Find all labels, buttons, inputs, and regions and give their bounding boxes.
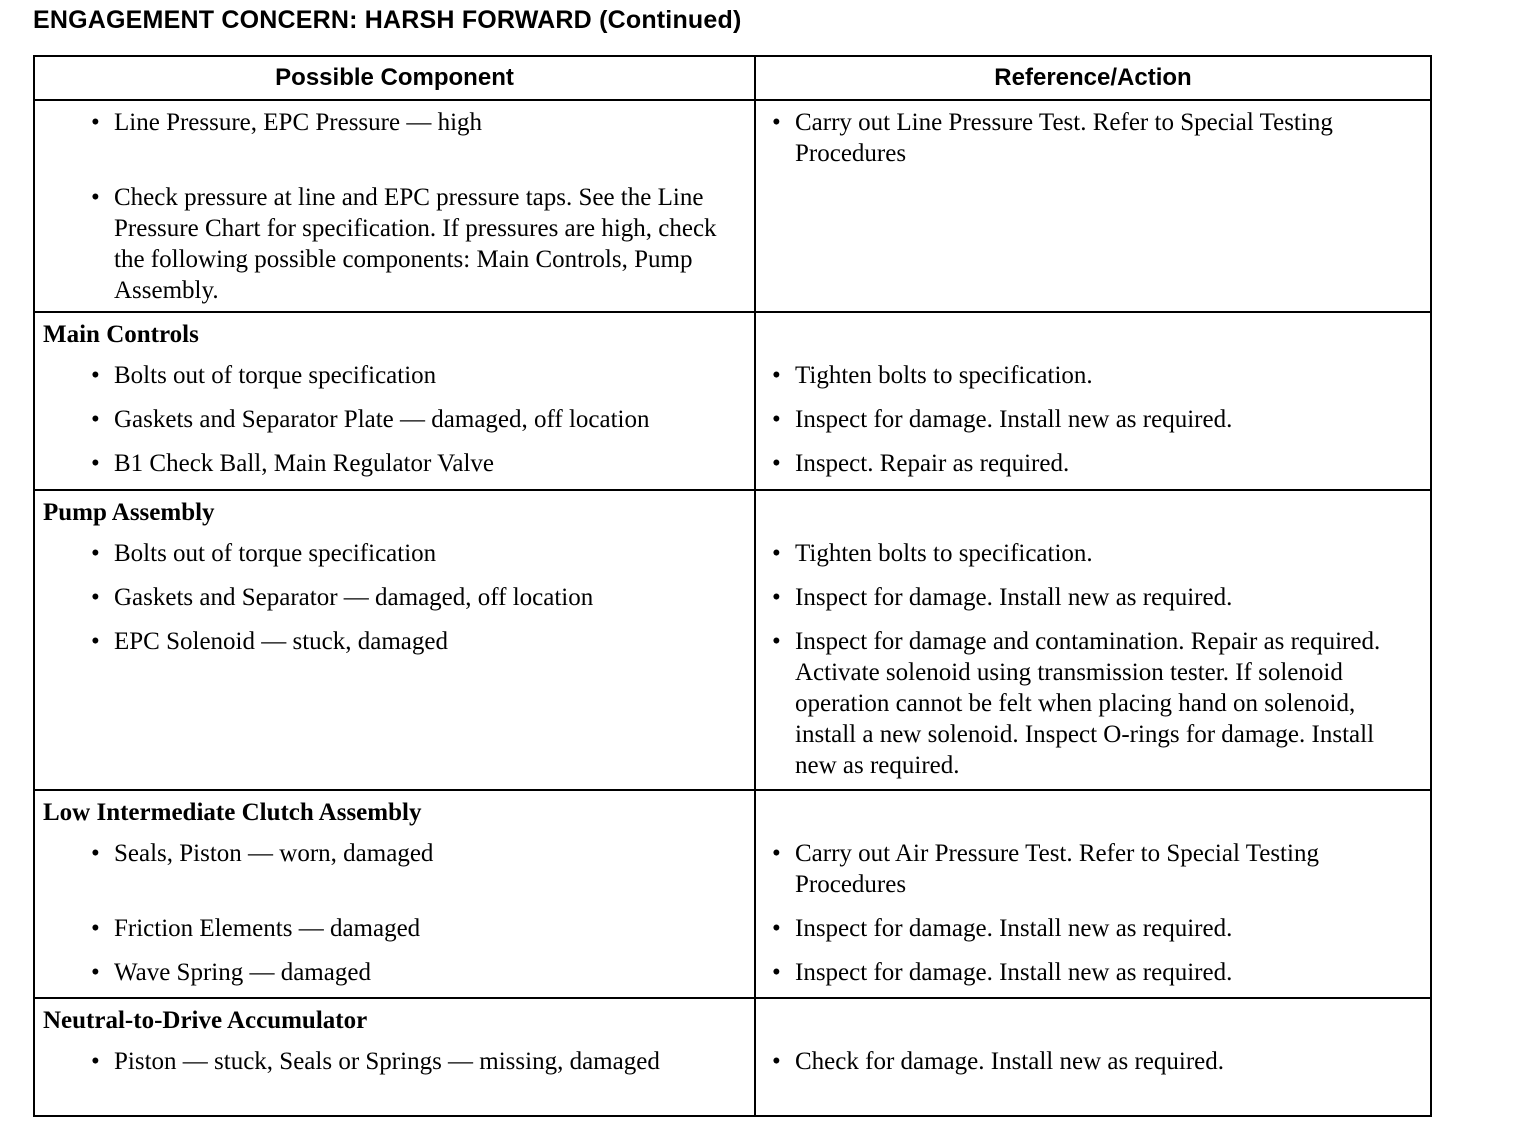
bullet: • — [91, 840, 100, 867]
bullet: • — [91, 584, 100, 611]
table-row — [34, 100, 1431, 312]
reference-action-cell — [755, 312, 1431, 490]
table-row — [34, 490, 1431, 790]
item-text: Gaskets and Separator — damaged, off location — [114, 584, 594, 611]
bullet: • — [772, 628, 781, 655]
bullet: • — [772, 540, 781, 567]
list-item — [43, 107, 742, 138]
list-item — [764, 404, 1418, 435]
bullet: • — [91, 184, 100, 211]
section-title: Low Intermediate Clutch Assembly — [43, 799, 422, 826]
header-reference-action: Reference/Action — [755, 56, 1431, 100]
bullet: • — [91, 406, 100, 433]
list-item — [764, 360, 1418, 391]
reference-action-cell — [755, 998, 1431, 1116]
bullet: • — [772, 959, 781, 986]
section-title: Neutral-to-Drive Accumulator — [43, 1007, 368, 1034]
list-item — [764, 626, 1418, 781]
possible-component-cell — [34, 998, 755, 1116]
item-text: Inspect. Repair as required. — [795, 450, 1070, 477]
item-text: Gaskets and Separator Plate — damaged, off location — [114, 406, 650, 433]
header-possible-component: Possible Component — [34, 56, 755, 100]
bullet: • — [91, 1048, 100, 1075]
list-item — [764, 448, 1418, 479]
bullet: • — [772, 584, 781, 611]
list-item — [764, 107, 1418, 169]
list-item — [43, 448, 742, 479]
item-text: Bolts out of torque specification — [114, 540, 437, 567]
item-text: Line Pressure, EPC Pressure — high — [114, 109, 483, 136]
bullet: • — [91, 450, 100, 477]
item-text: Friction Elements — damaged — [114, 915, 421, 942]
item-text: Piston — stuck, Seals or Springs — missing, damaged — [114, 1048, 660, 1075]
bullet: • — [772, 915, 781, 942]
item-text: EPC Solenoid — stuck, damaged — [114, 628, 448, 655]
diagnosis-table — [33, 55, 1432, 1117]
bullet: • — [91, 362, 100, 389]
page-title: ENGAGEMENT CONCERN: HARSH FORWARD (Continued) — [33, 6, 742, 34]
list-item — [43, 626, 742, 657]
item-text: Tighten bolts to specification. — [795, 540, 1093, 567]
table-row — [34, 790, 1431, 998]
bullet: • — [91, 109, 100, 136]
list-item — [43, 404, 742, 435]
item-text: Carry out Air Pressure Test. Refer to Special Testing Procedures — [795, 840, 1319, 898]
list-item — [43, 913, 742, 944]
bullet: • — [91, 959, 100, 986]
bullet: • — [772, 840, 781, 867]
list-item — [764, 957, 1418, 988]
list-item — [764, 582, 1418, 613]
section-title: Pump Assembly — [43, 499, 215, 526]
list-item — [764, 913, 1418, 944]
list-item — [764, 838, 1418, 900]
item-text: Inspect for damage. Install new as required. — [795, 915, 1233, 942]
reference-action-cell — [755, 490, 1431, 790]
bullet: • — [91, 915, 100, 942]
list-item — [43, 838, 742, 869]
item-text: Carry out Line Pressure Test. Refer to Special Testing Procedures — [795, 109, 1333, 167]
item-text: B1 Check Ball, Main Regulator Valve — [114, 450, 495, 477]
possible-component-cell — [34, 790, 755, 998]
list-item — [43, 957, 742, 988]
reference-action-cell — [755, 790, 1431, 998]
list-item — [43, 360, 742, 391]
bullet: • — [772, 450, 781, 477]
table-row — [34, 998, 1431, 1116]
item-text: Wave Spring — damaged — [114, 959, 371, 986]
item-text: Inspect for damage. Install new as required. — [795, 959, 1233, 986]
item-text: Inspect for damage. Install new as required. — [795, 406, 1233, 433]
list-item — [43, 582, 742, 613]
item-text: Inspect for damage. Install new as required. — [795, 584, 1233, 611]
list-item — [764, 538, 1418, 569]
item-text: Tighten bolts to specification. — [795, 362, 1093, 389]
bullet: • — [772, 362, 781, 389]
item-text: Bolts out of torque specification — [114, 362, 437, 389]
bullet: • — [91, 540, 100, 567]
list-item — [43, 1046, 742, 1077]
bullet: • — [772, 406, 781, 433]
bullet: • — [772, 1048, 781, 1075]
item-text: Check for damage. Install new as required. — [795, 1048, 1225, 1075]
possible-component-cell — [34, 312, 755, 490]
possible-component-cell — [34, 100, 755, 312]
bullet: • — [91, 628, 100, 655]
bullet: • — [772, 109, 781, 136]
list-item — [43, 182, 742, 306]
list-item — [43, 538, 742, 569]
item-text: Check pressure at line and EPC pressure taps. See the Line Pressure Chart for specification. If pressures are high, check the following possible components: Main Controls, Pump Assembly. — [114, 184, 717, 304]
item-text: Inspect for damage and contamination. Repair as required. Activate solenoid using transmission tester. If solenoid operation cannot be felt when placing hand on solenoid, install a new solenoid. Inspect O-rings for damage. Install new as required. — [795, 628, 1381, 779]
section-title: Main Controls — [43, 321, 199, 348]
table-header-row — [34, 56, 1431, 100]
reference-action-cell — [755, 100, 1431, 312]
item-text: Seals, Piston — worn, damaged — [114, 840, 434, 867]
possible-component-cell — [34, 490, 755, 790]
list-item — [764, 1046, 1418, 1077]
table-row — [34, 312, 1431, 490]
